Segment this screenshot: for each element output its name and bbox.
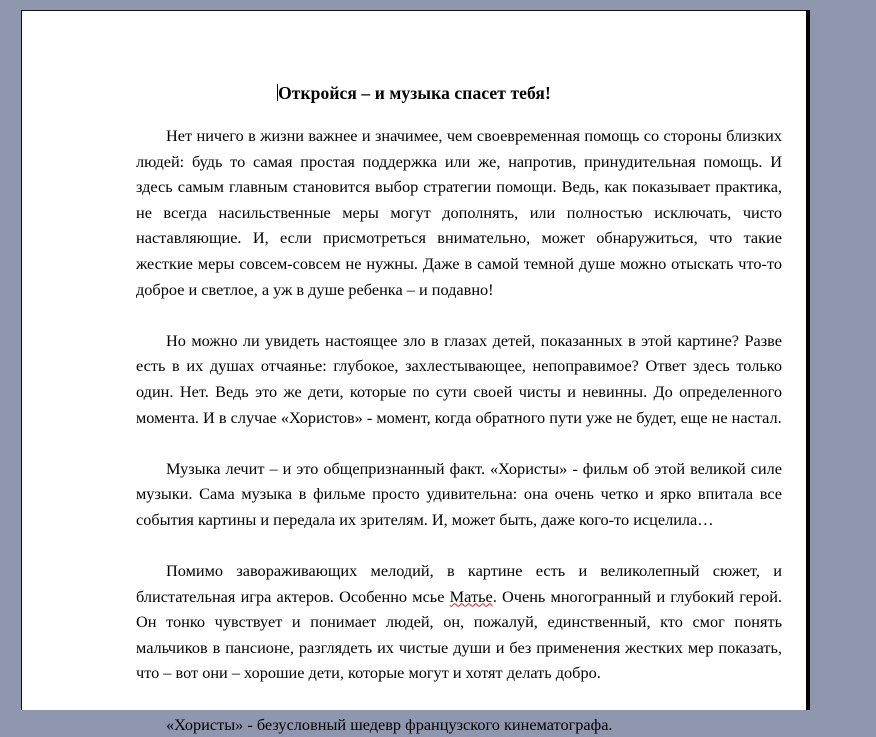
paragraph-1: Нет ничего в жизни важнее и значимее, чем своевременная помощь со стороны близких людей: будь то самая простая поддержка или же, напротив, принудительная помощь. И здесь самым главным становится выбор стратегии помощи. Ведь, как показывает практика, не всегда насильственные меры могут дополнять, или полностью исключать, чисто наставляющие. И, если присмотреться внимательно, может обнаружиться, что такие жесткие меры совсем-совсем не нужны. Даже в самой темной душе можно отыскать что-то доброе и светлое, а уж в душе ребенка – и подавно! — [136, 126, 782, 299]
document-title[interactable] — [22, 83, 806, 104]
document-title-text: Откройся – и музыка спасет тебя! — [278, 83, 551, 103]
paragraph-4-text-after: . Очень многогранный и глубокий герой. Он тонко чувствует и понимает людей, он, пожалуй, единственный, кто смог понять мальчиков в пансионе, разглядеть их чистые души и без применения жестких мер показать, что – вот они – хорошие дети, которые могут и хотят делать добро. — [136, 586, 782, 683]
paragraph-2: Но можно ли увидеть настоящее зло в глазах детей, показанных в этой картине? Разве есть в их душах отчаянье: глубокое, захлестывающее, непоправимое? Ответ здесь только один. Нет. Ведь это же дети, которые по сути своей чисты и невинны. До определенного момента. И в случае «Хористов» - момент, когда обратного пути уже не будет, еще не настал. — [136, 330, 782, 427]
paragraph-3: Музыка лечит – и это общепризнанный факт. «Хористы» - фильм об этой великой силе музыки. Сама музыка в фильме просто удивительна: она очень четко и ярко впитала все события картины и передала их зрителям. И, может быть, даже кого-то исцелила… — [136, 458, 782, 529]
document-body[interactable] — [136, 123, 782, 737]
page-content-area — [22, 11, 806, 734]
document-page[interactable] — [21, 10, 810, 734]
paragraph-5: «Хористы» - безусловный шедевр французского кинематографа. — [166, 714, 613, 734]
paragraph-4-text-before: Помимо завораживающих мелодий, в картине есть и великолепный сюжет, и блистательная игра актеров. Особенно мсье — [136, 561, 782, 606]
paragraph-4 — [136, 558, 782, 686]
misspelled-word[interactable]: Матье — [449, 586, 493, 606]
